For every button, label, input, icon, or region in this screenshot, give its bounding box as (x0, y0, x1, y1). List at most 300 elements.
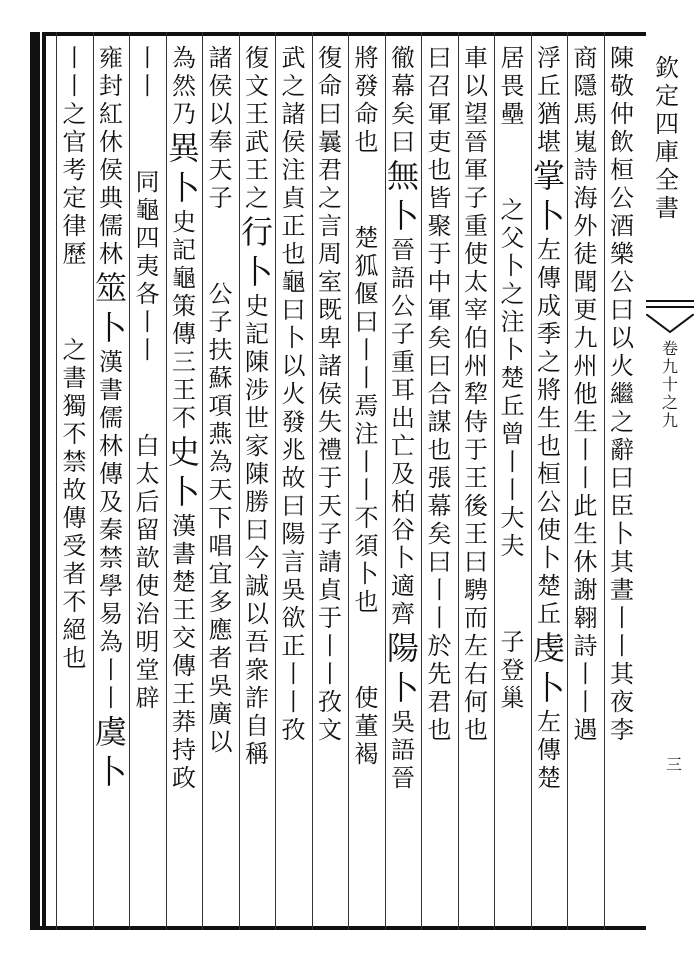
text-char: 酒 (610, 212, 634, 240)
text-char: 天 (208, 156, 233, 184)
text-char: 及 (99, 488, 123, 516)
fishtail-mark (646, 314, 694, 340)
text-char: 嵬 (573, 128, 598, 156)
text-char: 褐 (354, 740, 379, 768)
text-char: 齊 (391, 600, 415, 628)
text-char: 丨 (135, 72, 160, 100)
text-char: 左 (537, 236, 561, 264)
text-char: 秦 (99, 516, 123, 544)
headword-char: 異 (167, 129, 200, 167)
title-divider (646, 300, 694, 302)
text-char: 休 (573, 548, 598, 576)
text-char: 貞 (281, 184, 306, 212)
text-char: 臣 (610, 492, 634, 520)
text-char: 丨 (281, 660, 306, 688)
text-char: 公 (391, 292, 415, 320)
text-char: 以 (208, 100, 233, 128)
text-char: 畏 (500, 72, 525, 100)
headword-char: 卜 (167, 169, 200, 207)
text-char: 宜 (208, 560, 233, 588)
text-char: 禮 (318, 436, 342, 464)
text-char: 猶 (537, 100, 561, 128)
text-char: 卜 (500, 252, 525, 280)
text-column (532, 44, 566, 924)
text-char: 之 (610, 408, 634, 436)
text-char: 故 (281, 464, 306, 492)
text-char: 為 (99, 628, 123, 656)
text-column (58, 44, 92, 924)
headword-char: 卜 (94, 753, 127, 791)
text-char: 世 (245, 404, 269, 432)
text-char: 同 (135, 168, 160, 196)
text-char: 自 (245, 712, 269, 740)
text-char: 貞 (318, 576, 342, 604)
text-char: 卜 (537, 544, 561, 572)
text-char: 堪 (537, 128, 561, 156)
text-char: 典 (99, 184, 123, 212)
text-char: 周 (318, 240, 342, 268)
title-char: 庫 (655, 138, 679, 166)
text-char: 子 (391, 320, 415, 348)
text-char: 曰 (610, 296, 634, 324)
text-char: 子 (464, 184, 488, 212)
text-char: 丨 (573, 436, 598, 464)
text-char: 丨 (354, 364, 379, 392)
text-char: 晉 (391, 236, 415, 264)
text-char: 留 (135, 516, 160, 544)
headword-char: 陽 (386, 629, 419, 667)
text-char: 生 (537, 404, 561, 432)
text-column (94, 44, 128, 924)
text-char: 易 (99, 600, 123, 628)
text-char: 書 (62, 364, 87, 392)
title-char: 九 (661, 357, 678, 376)
text-char: 狐 (354, 252, 379, 280)
text-char: 夫 (500, 532, 525, 560)
text-char: 公 (610, 184, 634, 212)
text-char: 壘 (500, 100, 525, 128)
text-char: 策 (172, 292, 196, 320)
text-char: 卜 (391, 544, 415, 572)
text-char: 焉 (354, 392, 379, 420)
text-char: 將 (537, 376, 561, 404)
headword-char: 掌 (532, 157, 565, 195)
text-char: 衆 (245, 656, 269, 684)
text-char: 稱 (245, 740, 269, 768)
text-char: 更 (573, 296, 598, 324)
text-char: 卜 (610, 520, 634, 548)
text-char: 重 (464, 212, 488, 240)
text-char: 后 (135, 488, 160, 516)
text-column (167, 44, 201, 924)
text-char: 王 (245, 100, 269, 128)
text-char: 語 (391, 264, 415, 292)
text-char: 之 (62, 100, 87, 128)
text-char: 受 (62, 532, 87, 560)
text-char: 不 (62, 588, 87, 616)
text-char: 注 (354, 420, 379, 448)
text-char: 書 (99, 376, 123, 404)
text-char: 林 (99, 240, 123, 268)
text-char: 適 (391, 572, 415, 600)
text-char: 之 (500, 280, 525, 308)
text-char: 矣 (427, 520, 452, 548)
text-char: 漢 (172, 512, 196, 540)
headword-char: 卜 (167, 473, 200, 511)
text-char: 林 (99, 432, 123, 460)
text-char: 子 (318, 520, 342, 548)
text-char: 史 (245, 292, 269, 320)
text-char: 曩 (318, 128, 342, 156)
text-char: 使 (537, 516, 561, 544)
text-char: 雍 (99, 44, 123, 72)
text-char: 桓 (537, 460, 561, 488)
text-char: 請 (318, 548, 342, 576)
text-char: 公 (537, 488, 561, 516)
text-char: 後 (464, 492, 488, 520)
text-char: 唱 (208, 532, 233, 560)
text-char: 火 (281, 380, 306, 408)
text-char: 伯 (464, 324, 488, 352)
text-char: 傳 (99, 460, 123, 488)
headword-char: 史 (167, 433, 200, 471)
text-char: 大 (500, 504, 525, 532)
text-char: 今 (245, 544, 269, 572)
text-char: 曰 (427, 44, 452, 72)
text-char: 命 (318, 72, 342, 100)
text-char: 州 (573, 352, 598, 380)
text-char: 矣 (391, 100, 415, 128)
text-char: 於 (427, 632, 452, 660)
text-char: 隱 (573, 72, 598, 100)
text-char: 語 (391, 736, 415, 764)
text-char: 歆 (135, 544, 160, 572)
text-char: 望 (464, 100, 488, 128)
text-char: 丨 (573, 688, 598, 716)
text-char: 徹 (391, 44, 415, 72)
headword-char: 卜 (532, 669, 565, 707)
text-char: 馬 (573, 100, 598, 128)
text-column (423, 44, 457, 924)
text-char: 之 (537, 348, 561, 376)
text-char: 辭 (610, 436, 634, 464)
text-char: 曰 (281, 296, 306, 324)
text-char: 先 (427, 660, 452, 688)
page-number: 三 (666, 755, 683, 774)
text-char: 也 (464, 716, 488, 744)
text-char: 丨 (318, 632, 342, 660)
text-char: 龜 (135, 196, 160, 224)
text-char: 詐 (245, 684, 269, 712)
text-char: 既 (318, 296, 342, 324)
text-char: 也 (281, 240, 306, 268)
text-char: 仲 (610, 100, 634, 128)
text-char: 記 (172, 236, 196, 264)
text-char: 侯 (281, 128, 306, 156)
text-char: 多 (208, 588, 233, 616)
text-char: 幕 (427, 492, 452, 520)
text-char: 也 (62, 644, 87, 672)
text-char: 不 (172, 404, 196, 432)
text-char: 謀 (427, 408, 452, 436)
text-char: 此 (573, 492, 598, 520)
headword-char: 虔 (532, 629, 565, 667)
text-column (350, 44, 384, 924)
text-char: 丨 (281, 688, 306, 716)
text-char: 楚 (354, 224, 379, 252)
text-char: 吾 (245, 628, 269, 656)
text-char: 兆 (281, 436, 306, 464)
text-char: 禁 (62, 448, 87, 476)
text-char: 曰 (354, 308, 379, 336)
text-char: 卜 (500, 336, 525, 364)
text-char: 樂 (610, 240, 634, 268)
text-char: 也 (427, 156, 452, 184)
text-char: 君 (427, 688, 452, 716)
text-column (204, 44, 238, 924)
text-char: 九 (573, 324, 598, 352)
text-char: 正 (281, 632, 306, 660)
text-char: 政 (172, 764, 196, 792)
text-char: 紅 (99, 100, 123, 128)
text-char: 州 (464, 352, 488, 380)
text-char: 子 (208, 184, 233, 212)
text-char: 項 (208, 392, 233, 420)
text-char: 張 (427, 464, 452, 492)
text-char: 敬 (610, 72, 634, 100)
text-char: 騁 (464, 576, 488, 604)
text-char: 丨 (354, 476, 379, 504)
text-char: 侯 (208, 72, 233, 100)
text-char: 左 (464, 632, 488, 660)
text-char: 侯 (99, 156, 123, 184)
headword-char: 卜 (532, 197, 565, 235)
title-char: 全 (655, 166, 679, 194)
text-char: 出 (391, 404, 415, 432)
text-char: 李 (610, 716, 634, 744)
text-char: 燕 (208, 420, 233, 448)
text-column (240, 44, 274, 924)
text-char: 之 (500, 196, 525, 224)
text-char: 丨 (62, 44, 87, 72)
book-title (654, 54, 680, 222)
text-char: 重 (391, 348, 415, 376)
text-char: 傳 (172, 652, 196, 680)
text-char: 陽 (281, 520, 306, 548)
text-char: 右 (464, 660, 488, 688)
text-char: 注 (281, 156, 306, 184)
text-char: 翱 (573, 604, 598, 632)
text-char: 持 (172, 736, 196, 764)
text-char: 故 (62, 476, 87, 504)
text-char: 室 (318, 268, 342, 296)
text-char: 曰 (281, 492, 306, 520)
text-char: 之 (318, 184, 342, 212)
text-char: 君 (318, 156, 342, 184)
text-char: 龜 (172, 264, 196, 292)
text-char: 卑 (318, 324, 342, 352)
text-char: 獨 (62, 392, 87, 420)
text-char: 之 (245, 184, 269, 212)
headword-char: 卜 (386, 197, 419, 235)
text-char: 父 (500, 224, 525, 252)
text-char: 諸 (318, 352, 342, 380)
text-char: 丨 (500, 476, 525, 504)
text-char: 召 (427, 72, 452, 100)
text-char: 勝 (245, 488, 269, 516)
text-char: 為 (172, 44, 196, 72)
text-char: 不 (62, 420, 87, 448)
text-char: 丨 (135, 336, 160, 364)
text-char: 中 (427, 268, 452, 296)
text-char: 居 (500, 44, 525, 72)
text-char: 丨 (135, 308, 160, 336)
text-char: 曰 (464, 548, 488, 576)
text-char: 陳 (245, 348, 269, 376)
text-char: 記 (245, 320, 269, 348)
text-char: 吳 (208, 672, 233, 700)
text-char: 晝 (610, 576, 634, 604)
text-char: 傳 (62, 504, 87, 532)
text-char: 軍 (427, 296, 452, 324)
text-char: 犂 (464, 380, 488, 408)
text-char: 書 (172, 540, 196, 568)
text-char: 宰 (464, 296, 488, 324)
text-char: 夜 (610, 688, 634, 716)
text-char: 丨 (427, 604, 452, 632)
text-char: 丨 (573, 660, 598, 688)
text-char: 桓 (610, 156, 634, 184)
text-char: 太 (464, 268, 488, 296)
text-char: 丨 (573, 464, 598, 492)
text-char: 詩 (573, 156, 598, 184)
headword-char: 卜 (94, 309, 127, 347)
text-char: 吳 (281, 576, 306, 604)
headword-char: 卜 (240, 253, 273, 291)
text-char: 外 (573, 212, 598, 240)
text-char: 言 (281, 548, 306, 576)
text-char: 他 (573, 380, 598, 408)
text-char: 須 (354, 532, 379, 560)
text-char: 發 (281, 408, 306, 436)
text-char: 晉 (391, 764, 415, 792)
text-char: 丨 (318, 660, 342, 688)
text-char: 使 (464, 240, 488, 268)
text-char: 諸 (208, 44, 233, 72)
text-char: 使 (135, 572, 160, 600)
text-char: 也 (354, 128, 379, 156)
text-char: 以 (281, 352, 306, 380)
text-char: 也 (427, 716, 452, 744)
text-char: 曰 (318, 100, 342, 128)
text-char: 卜 (281, 324, 306, 352)
text-char: 欲 (281, 604, 306, 632)
text-char: 偃 (354, 280, 379, 308)
text-char: 之 (281, 72, 306, 100)
text-char: 家 (245, 432, 269, 460)
text-char: 傳 (172, 320, 196, 348)
text-column (569, 44, 603, 924)
headword-char: 行 (240, 213, 273, 251)
text-char: 詩 (573, 632, 598, 660)
text-char: 晉 (464, 128, 488, 156)
text-char: 絕 (62, 616, 87, 644)
text-char: 子 (500, 628, 525, 656)
text-char: 天 (208, 476, 233, 504)
text-char: 辟 (135, 684, 160, 712)
text-char: 也 (537, 432, 561, 460)
volume-label (650, 340, 690, 430)
text-char: 聚 (427, 212, 452, 240)
text-char: 復 (318, 44, 342, 72)
text-char: 以 (208, 728, 233, 756)
text-char: 太 (135, 460, 160, 488)
text-char: 奉 (208, 128, 233, 156)
text-column (496, 44, 530, 924)
text-char: 生 (573, 408, 598, 436)
text-char: 海 (573, 184, 598, 212)
text-char: 皆 (427, 184, 452, 212)
text-char: 失 (318, 408, 342, 436)
headword-char: 筮 (94, 269, 127, 307)
text-char: 于 (427, 240, 452, 268)
text-char: 丨 (354, 336, 379, 364)
text-char: 考 (62, 156, 87, 184)
text-char: 者 (62, 560, 87, 588)
text-char: 子 (208, 308, 233, 336)
headword-char: 無 (386, 157, 419, 195)
bottom-border-band (30, 926, 646, 930)
text-char: 傳 (537, 736, 561, 764)
text-char: 幕 (391, 72, 415, 100)
text-char: 官 (62, 128, 87, 156)
text-column (459, 44, 493, 924)
text-char: 軍 (427, 100, 452, 128)
text-char: 不 (354, 504, 379, 532)
text-char: 扶 (208, 336, 233, 364)
text-char: 公 (208, 280, 233, 308)
text-char: 文 (245, 72, 269, 100)
text-char: 公 (610, 268, 634, 296)
text-char: 楚 (500, 364, 525, 392)
title-char: 九 (661, 411, 678, 430)
text-char: 將 (354, 44, 379, 72)
title-char: 書 (655, 194, 679, 222)
title-char: 之 (661, 393, 678, 412)
title-char: 定 (655, 82, 679, 110)
text-char: 四 (135, 224, 160, 252)
text-char: 丨 (62, 72, 87, 100)
text-char: 何 (464, 688, 488, 716)
text-char: 儒 (99, 212, 123, 240)
text-char: 定 (62, 184, 87, 212)
text-char: 禁 (99, 544, 123, 572)
text-char: 成 (537, 292, 561, 320)
text-char: 發 (354, 72, 379, 100)
text-char: 儒 (99, 404, 123, 432)
text-char: 王 (172, 680, 196, 708)
text-char: 漢 (99, 348, 123, 376)
text-char: 誠 (245, 572, 269, 600)
title-char: 欽 (655, 54, 679, 82)
text-char: 丨 (99, 684, 123, 712)
text-char: 王 (172, 376, 196, 404)
text-char: 矣 (427, 324, 452, 352)
text-char: 王 (172, 596, 196, 624)
text-char: 交 (172, 624, 196, 652)
text-char: 曾 (500, 420, 525, 448)
text-char: 言 (318, 212, 342, 240)
